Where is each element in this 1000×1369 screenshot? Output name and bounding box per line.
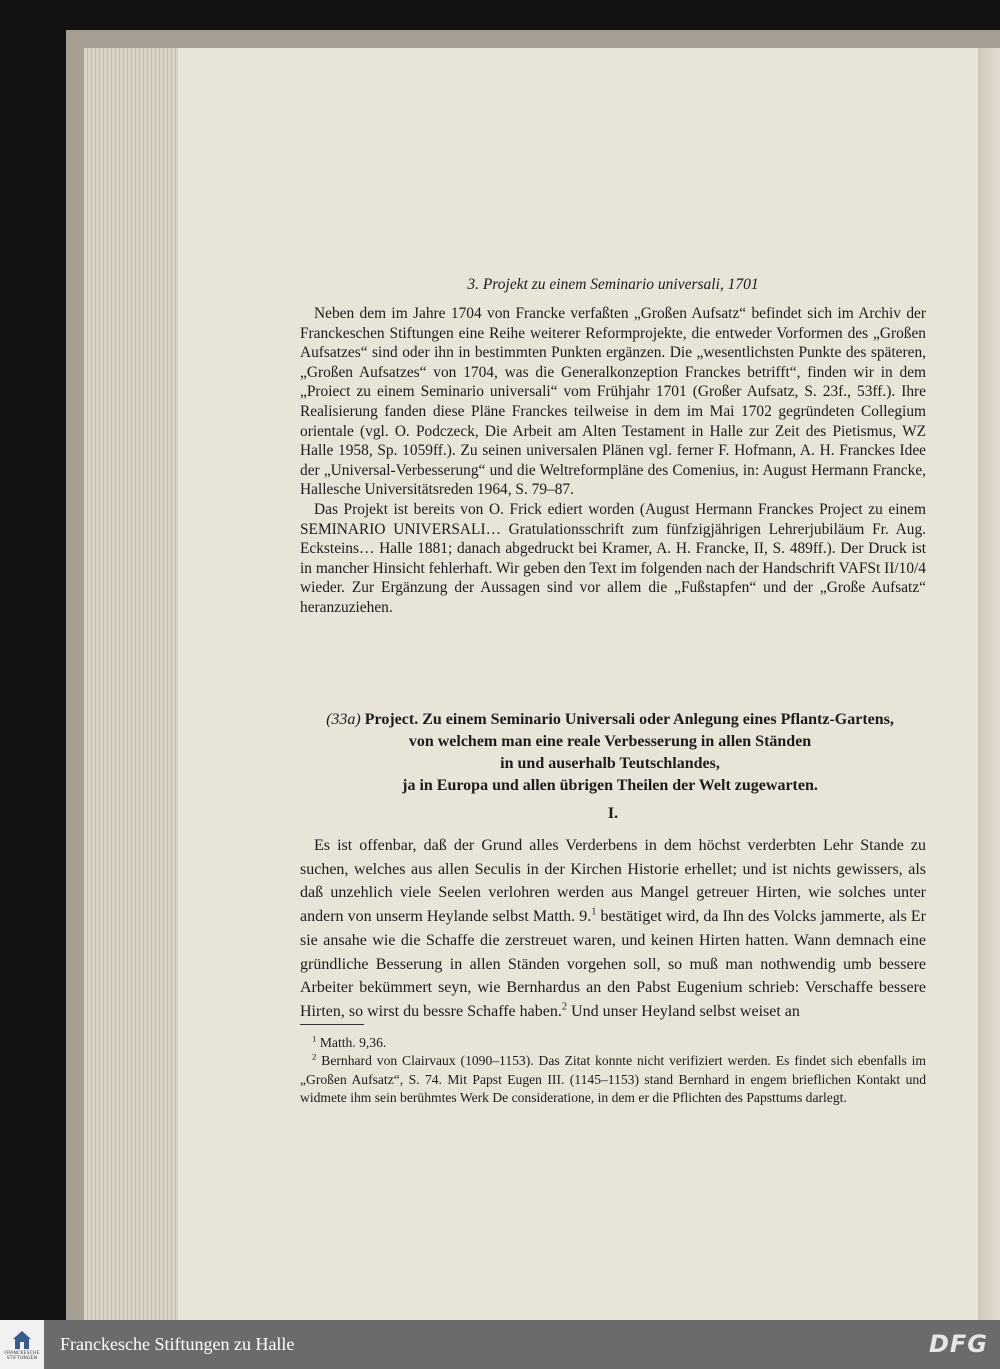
footer-title: Franckesche Stiftungen zu Halle — [60, 1334, 295, 1354]
building-icon — [12, 1329, 32, 1351]
footnote-ref: 2 — [561, 1001, 568, 1013]
footnote-text: Bernhard von Clairvaux (1090–1153). Das Zitat konnte nicht verifiziert werden. Es findet sich ebenfalls im „Großen Aufsatz“, S. 74. Mit Papst Eugen III. (1145–1153) stand Bernhard in engem brieflichen Kontakt und widmete ihm sein berühmtes Werk De consideratione, in dem er die Pflichten des Papsttums darlegt. — [300, 1053, 926, 1106]
footnote-marker: 2 — [312, 1051, 317, 1062]
document-heading — [290, 709, 930, 797]
footnote — [300, 1052, 926, 1107]
footnote-divider — [300, 1024, 364, 1025]
heading-text: Project. Zu einem Seminario Universali oder Anlegung eines Pflantz-Gartens, — [364, 711, 894, 728]
book-page — [178, 48, 978, 1320]
page-edges — [84, 48, 184, 1320]
heading-line: von welchem man eine reale Verbesserung in allen Ständen — [408, 733, 812, 750]
facing-page-edge — [978, 48, 1000, 1320]
footnote-ref: 1 — [591, 906, 597, 918]
body-text-part: Es ist offenbar, daß der Grund alles Verderbens in dem höchst verderbten Lehr Stande zu suchen, welches aus allen Seculis in der Kirchen Historie erhellet; und ist nichts gewissers, als daß unzehlich viele Seelen verlohren werden aus Mangel getreuer Hirten, wie solches unter andern von unserm Heylande selbst Matth. 9. — [300, 837, 926, 926]
institution-logo[interactable] — [0, 1320, 44, 1369]
heading-line: in und auserhalb Teutschlandes, — [500, 755, 720, 772]
logo-text: FRANCKESCHE — [4, 1350, 40, 1356]
chapter-numeral: I. — [607, 805, 619, 822]
intro-text — [300, 304, 926, 618]
dfg-logo[interactable]: DFG — [928, 1330, 988, 1358]
document-number: (33a) — [326, 711, 361, 728]
heading-line: ja in Europa und allen übrigen Theilen der Welt zugewarten. — [402, 777, 818, 794]
viewer-footer — [0, 1320, 1000, 1369]
intro-paragraph: Das Projekt ist bereits von O. Frick ediert worden (August Hermann Franckes Project zu einem SEMINARIO UNIVERSALI… Gratulationsschrift zum fünfzigjährigen Lehrerjubiläum Fr. Aug. Ecksteins… Halle 1881; danach abgedruckt bei Kramer, A. H. Francke, II, S. 489ff.). Der Druck ist in mancher Hinsicht fehlerhaft. Wir geben den Text im folgenden nach der Handschrift VAFSt II/10/4 wieder. Zur Ergänzung der Aussagen sind vor allem die „Fußstapfen“ und der „Große Aufsatz“ heranzuziehen. — [300, 500, 926, 616]
intro-paragraph: Neben dem im Jahre 1704 von Francke verfaßten „Großen Aufsatz“ befindet sich im Archiv der Franckeschen Stiftungen eine Reihe weiterer Reformprojekte, die entweder Vorformen des „Großen Aufsatzes“ sind oder ihn in bestimmten Punkten ergänzen. Die „wesentlichsten Punkte des späteren, „Großen Aufsatzes“ von 1704, was die Generalkonzeption Franckes betrifft“, finden wir in dem „Proiect zu einem Seminario universali“ vom Frühjahr 1701 (Großer Aufsatz, S. 23f., 53ff.). Ihre Realisierung fanden diese Pläne Franckes teilweise in dem im Mai 1702 gegründeten Collegium orientale (vgl. O. Podczeck, Die Arbeit am Alten Testament in Halle zur Zeit des Pietismus, WZ Halle 1958, Sp. 1059ff.). Zu seinen universalen Plänen vgl. ferner F. Hofmann, A. H. Franckes Idee der „Universal-Verbesserung“ und die Weltreformpläne des Comenius, in: August Hermann Francke, Hallesche Universitätsreden 1964, S. 79–87. — [300, 305, 926, 499]
body-text — [300, 834, 926, 1024]
footnote-marker: 1 — [312, 1033, 317, 1044]
footnote-text: Matth. 9,36. — [316, 1035, 387, 1050]
section-title: 3. Projekt zu einem Seminario universali, 1701 — [467, 276, 759, 293]
body-text-part: Und unser Heyland selbst weiset an — [567, 1002, 800, 1020]
footnote — [300, 1034, 926, 1052]
logo-text: STIFTUNGEN — [6, 1355, 38, 1361]
body-text-part: bestätiget wird, da Ihn des Volcks jammerte, als Er sie ansahe wie die Schaffe die zerstreuet waren, und keinen Hirten hatten. Wann demnach eine gründliche Besserung in allen Ständen vorgehen soll, so muß man nothwendig umb bessere Arbeiter bekümmert seyn, wie Bernhardus an den Pabst Eugenium schrieb: Verschaffe bessere Hirten, so wirst du bessre Schaffe haben. — [300, 908, 926, 1020]
body-paragraph — [300, 834, 926, 1024]
heading-line — [290, 709, 930, 731]
footnotes — [300, 1034, 926, 1108]
